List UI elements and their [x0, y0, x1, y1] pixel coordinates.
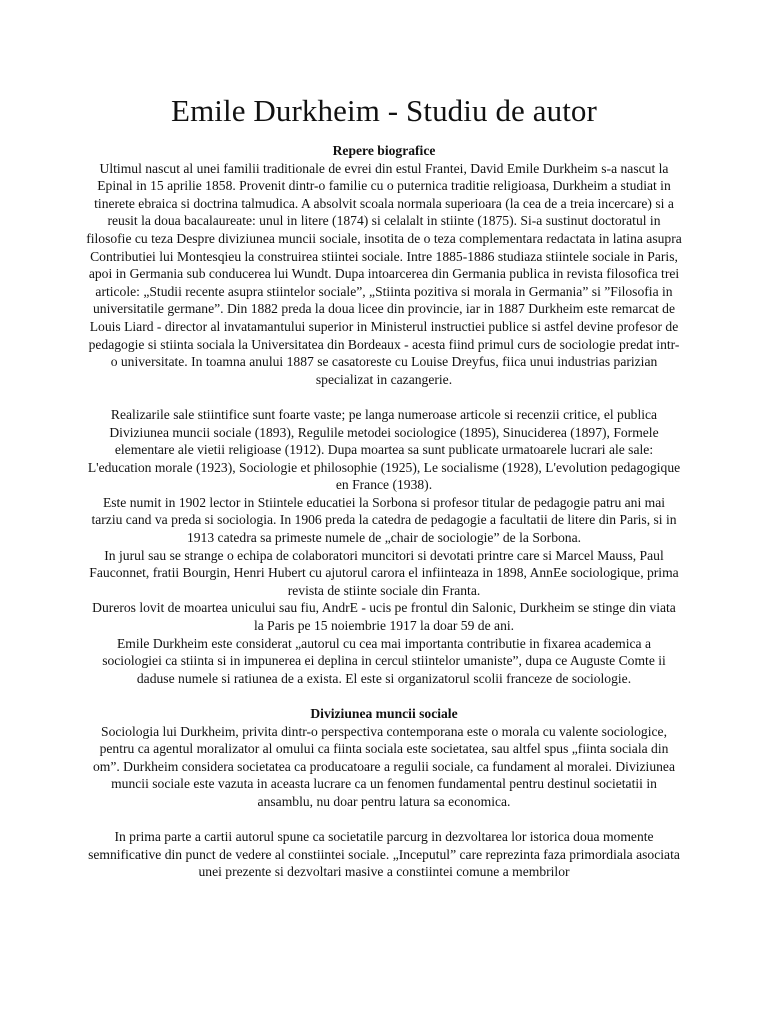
paragraph-first-part: In prima parte a cartii autorul spune ca societatile parcurg in dezvoltarea lor istorica doua momente semnificative din punct de vedere al constiintei sociale. „Inceputul” care reprezinta faza primordiala asociata unei prezente si dezvoltari masive a constiintei comune a membrilor: [88, 829, 680, 880]
paragraph-biography: Ultimul nascut al unei familii traditionale de evrei din estul Frantei, David Emile Durkheim s-a nascut la Epinal in 15 aprilie 1858. Provenit dintr-o familie cu o puternica traditie religioasa, Durkheim a studiat in tinerete ebraica si doctrina talmudica. A absolvit scoala normala superioara (la cea de a treia incercare) si a reusit la doua bacalaureate: unul in litere (1874) si celalalt in stiinte (1875). Si-a sustinut doctoratul in filosofie cu teza Despre diviziunea muncii sociale, insotita de o teza complementara redactata in latina asupra Contributiei lui Montesqieu la construirea stiintei sociale. Intre 1885-1886 studiaza stiintele sociale in Paris, apoi in Germania sub conducerea lui Wundt. Dupa intoarcerea din Germania publica in revista filosofica trei articole: „Studii recente asupra stiintelor sociale”, „Stiinta pozitiva si morala in Germania” si ”Filosofia in universitatile germane”. Din 1882 preda la doua licee din provincie, iar in 1887 Durkheim este remarcat de Louis Liard - director al invatamantului superior in Ministerul instructiei publice si astfel devine profesor de pedagogie si stiinta sociala la Universitatea din Bordeaux - acesta fiind primul curs de sociologie predat intr-o universitate. In toamna anului 1887 se casatoreste cu Louise Dreyfus, fiica unui industrias parizian specializat in cazangerie.: [86, 160, 682, 387]
paragraph-division-of-labour: Sociologia lui Durkheim, privita dintr-o perspectiva contemporana este o morala cu valente sociologice, pentru ca agentul moralizator al omului ca fiinta sociala este societatea, sau altfel spus „fiinta sociala din om”. Durkheim considera societatea ca producatoare a regulii sociale, ca fundament al moralei. Diviziunea muncii sociale este vazuta in aceasta lucrare ca un fenomen fundamental pentru destinul societatii in ansamblu, nu doar pentru latura sa economica.: [92, 723, 675, 809]
blank-line: [86, 388, 682, 406]
paragraph-death: Dureros lovit de moartea unicului sau fiu, AndrE - ucis pe frontul din Salonic, Durkheim se stinge din viata la Paris pe 15 noiembrie 1917 la doar 59 de ani.: [92, 600, 676, 634]
document-page: [86, 0, 682, 881]
paragraph-legacy: Emile Durkheim este considerat „autorul cu cea mai importanta contributie in fixarea academica a sociologiei ca stiinta si in impunerea ei deplina in cercul stiintelor umaniste”, dupa ce Auguste Comte ii daduse numele si ratiunea de a exista. El este si organizatorul scolii franceze de sociologie.: [102, 635, 666, 686]
paragraph-sorbonne: Este numit in 1902 lector in Stiintele educatiei la Sorbona si profesor titular de pedagogie patru ani mai tarziu cand va preda si sociologia. In 1906 preda la catedra de pedagogie a facultatii de litere din Paris, si in 1913 catedra sa primeste numele de „chair de sociologie” de la Sorbona.: [91, 494, 677, 546]
document-title: Emile Durkheim - Studiu de autor: [171, 93, 597, 128]
section-heading-repere-biografice: Repere biografice: [332, 143, 436, 158]
blank-line: [86, 811, 682, 829]
blank-line: [86, 687, 682, 705]
section-heading-diviziunea-muncii: Diviziunea muncii sociale: [310, 706, 458, 721]
paragraph-scientific-works: Realizarile sale stiintifice sunt foarte vaste; pe langa numeroase articole si recenzii critice, el publica Diviziunea muncii sociale (1893), Regulile metodei sociologice (1895), Sinuciderea (1897), Formele elementare ale vietii religioase (1912). Dupa moartea sa sunt publicate urmatoarele lucrari ale sale: L'education morale (1923), Sociologie et philosophie (1925), Le socialisme (1928), L'evolution pedagogique en France (1938).: [87, 406, 681, 493]
paragraph-collaborators: In jurul sau se strange o echipa de colaboratori muncitori si devotati printre care si Marcel Mauss, Paul Fauconnet, fratii Bourgin, Henri Hubert cu ajutorul carora el infiinteaza in 1898, AnnEe sociologique, prima revista de stiinte sociale din Franta.: [89, 547, 679, 598]
title-spacer: [86, 129, 682, 142]
